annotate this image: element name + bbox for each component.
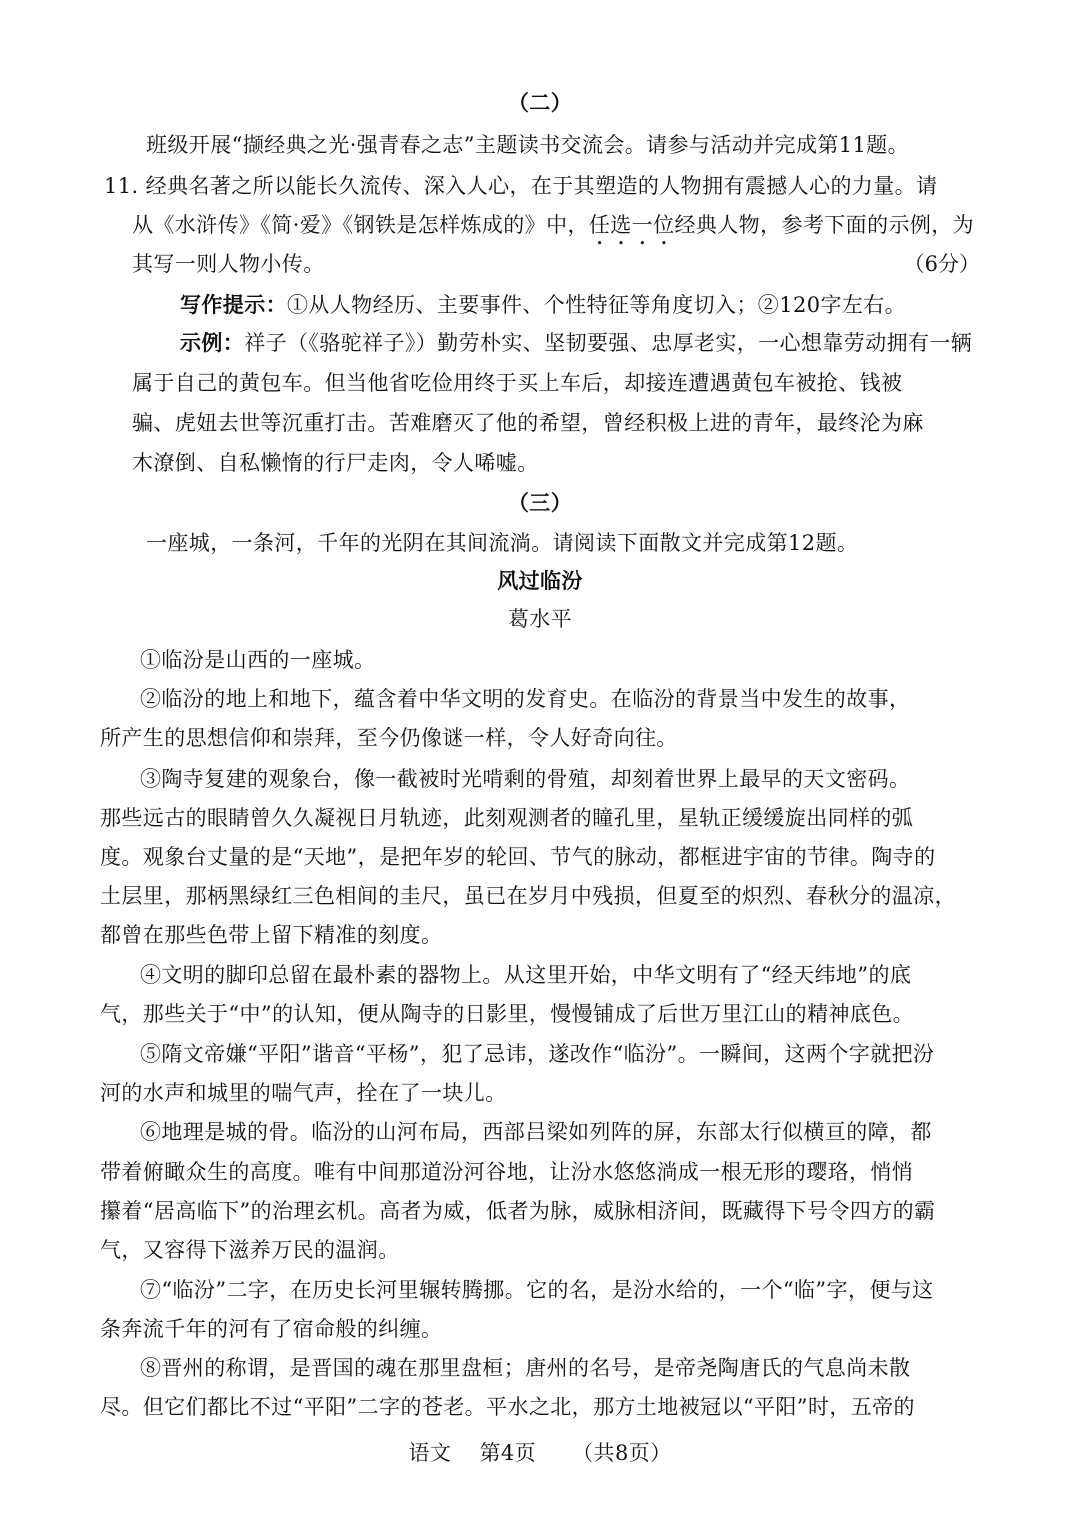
essay-line: 度。观象台丈量的是“天地”，是把年岁的轮回、节气的脉动，都框进宇宙的节律。陶寺的 bbox=[100, 845, 936, 869]
q11-line-2-a: 从《水浒传》《简·爱》《钢铁是怎样炼成的》中， bbox=[132, 213, 589, 237]
essay-line: 气，又容得下滋养万民的温润。 bbox=[100, 1238, 400, 1262]
page-footer bbox=[0, 1438, 1080, 1468]
q11-score: （6分） bbox=[903, 252, 980, 276]
essay-line: ①临汾是山西的一座城。 bbox=[140, 648, 376, 672]
q11-line-3: 其写一则人物小传。 bbox=[132, 252, 325, 276]
example-line-4: 木潦倒、自私懒惰的行尸走肉，令人唏嘘。 bbox=[132, 451, 539, 475]
footer-page-number: 第4页 bbox=[479, 1441, 536, 1465]
footer-subject: 语文 bbox=[408, 1441, 452, 1465]
essay-line: 土层里，那柄黑绿红三色相间的圭尺，虽已在岁月中残损，但夏至的炽烈、春秋分的温凉， bbox=[100, 884, 956, 908]
q11-emphasis: 任选一位 bbox=[588, 213, 675, 237]
section-3-heading: （三） bbox=[507, 490, 573, 515]
example-text-1: 祥子（《骆驼祥子》）勤劳朴实、坚韧要强、忠厚老实，一心想靠劳动拥有一辆 bbox=[244, 331, 973, 355]
essay-line: 攥着“居高临下”的治理玄机。高者为威，低者为脉，威脉相济间，既藏得下号令四方的霸 bbox=[100, 1199, 936, 1223]
writing-tip-text: ①从人物经历、主要事件、个性特征等角度切入；②120字左右。 bbox=[287, 293, 907, 317]
essay-line: 气，那些关于“中”的认知，便从陶寺的日影里，慢慢铺成了后世万里江山的精神底色。 bbox=[100, 1002, 915, 1026]
section-2-intro: 班级开展“撷经典之光·强青春之志”主题读书交流会。请参与活动并完成第11题。 bbox=[146, 133, 910, 157]
q11-line-1: 11. 经典名著之所以能长久流传、深入人心，在于其塑造的人物拥有震撼人心的力量。请 bbox=[104, 174, 938, 198]
example-line-2: 属于自己的黄包车。但当他省吃俭用终于买上车后，却接连遭遇黄包车被抢、钱被 bbox=[132, 371, 903, 395]
q11-line-2-b: 经典人物，参考下面的示例，为 bbox=[674, 213, 975, 237]
essay-line: ⑥地理是城的骨。临汾的山河布局，西部吕梁如列阵的屏，东部太行似横亘的障，都 bbox=[140, 1120, 932, 1144]
essay-line: ⑧晋州的称谓，是晋国的魂在那里盘桓；唐州的名号，是帝尧陶唐氏的气息尚未散 bbox=[140, 1356, 911, 1380]
essay-line: 河的水声和城里的喘气声，拴在了一块儿。 bbox=[100, 1081, 507, 1105]
q11-line-2 bbox=[132, 210, 1080, 250]
footer-total-pages: （共8页） bbox=[572, 1441, 672, 1465]
essay-line: 所产生的思想信仰和崇拜，至今仍像谜一样，令人好奇向往。 bbox=[100, 726, 678, 750]
essay-line: 都曾在那些色带上留下精准的刻度。 bbox=[100, 923, 443, 947]
section-3-intro: 一座城，一条河，千年的光阴在其间流淌。请阅读下面散文并完成第12题。 bbox=[146, 531, 859, 555]
section-2-heading: （二） bbox=[507, 90, 573, 115]
essay-title: 风过临汾 bbox=[497, 568, 583, 593]
essay-line: ④文明的脚印总留在最朴素的器物上。从这里开始，中华文明有了“经天纬地”的底 bbox=[140, 963, 912, 987]
writing-tip-label: 写作提示： bbox=[180, 292, 287, 317]
essay-line: 尽。但它们都比不过“平阳”二字的苍老。平水之北，那方土地被冠以“平阳”时，五帝的 bbox=[100, 1395, 915, 1419]
example-label: 示例： bbox=[180, 330, 245, 355]
essay-line: 那些远古的眼睛曾久久凝视日月轨迹，此刻观测者的瞳孔里，星轨正缓缓旋出同样的弧 bbox=[100, 806, 914, 830]
essay-line: ⑦“临汾”二字，在历史长河里辗转腾挪。它的名，是汾水给的，一个“临”字，便与这 bbox=[140, 1278, 934, 1302]
writing-tip bbox=[180, 290, 1080, 320]
essay-line: 带着俯瞰众生的高度。唯有中间那道汾河谷地，让汾水悠悠淌成一根无形的璎珞，悄悄 bbox=[100, 1160, 914, 1184]
example-line-1 bbox=[180, 328, 1080, 358]
essay-line: ③陶寺复建的观象台，像一截被时光啃剩的骨殖，却刻着世界上最早的天文密码。 bbox=[140, 767, 911, 791]
example-line-3: 骗、虎妞去世等沉重打击。苦难磨灭了他的希望，曾经积极上进的青年，最终沦为麻 bbox=[132, 411, 924, 435]
essay-line: ②临汾的地上和地下，蕴含着中华文明的发育史。在临汾的背景当中发生的故事， bbox=[140, 687, 911, 711]
essay-author: 葛水平 bbox=[507, 607, 573, 631]
essay-line: ⑤隋文帝嫌“平阳”谐音“平杨”，犯了忌讳，遂改作“临汾”。一瞬间，这两个字就把汾 bbox=[140, 1042, 935, 1066]
essay-line: 条奔流千年的河有了宿命般的纠缠。 bbox=[100, 1317, 443, 1341]
